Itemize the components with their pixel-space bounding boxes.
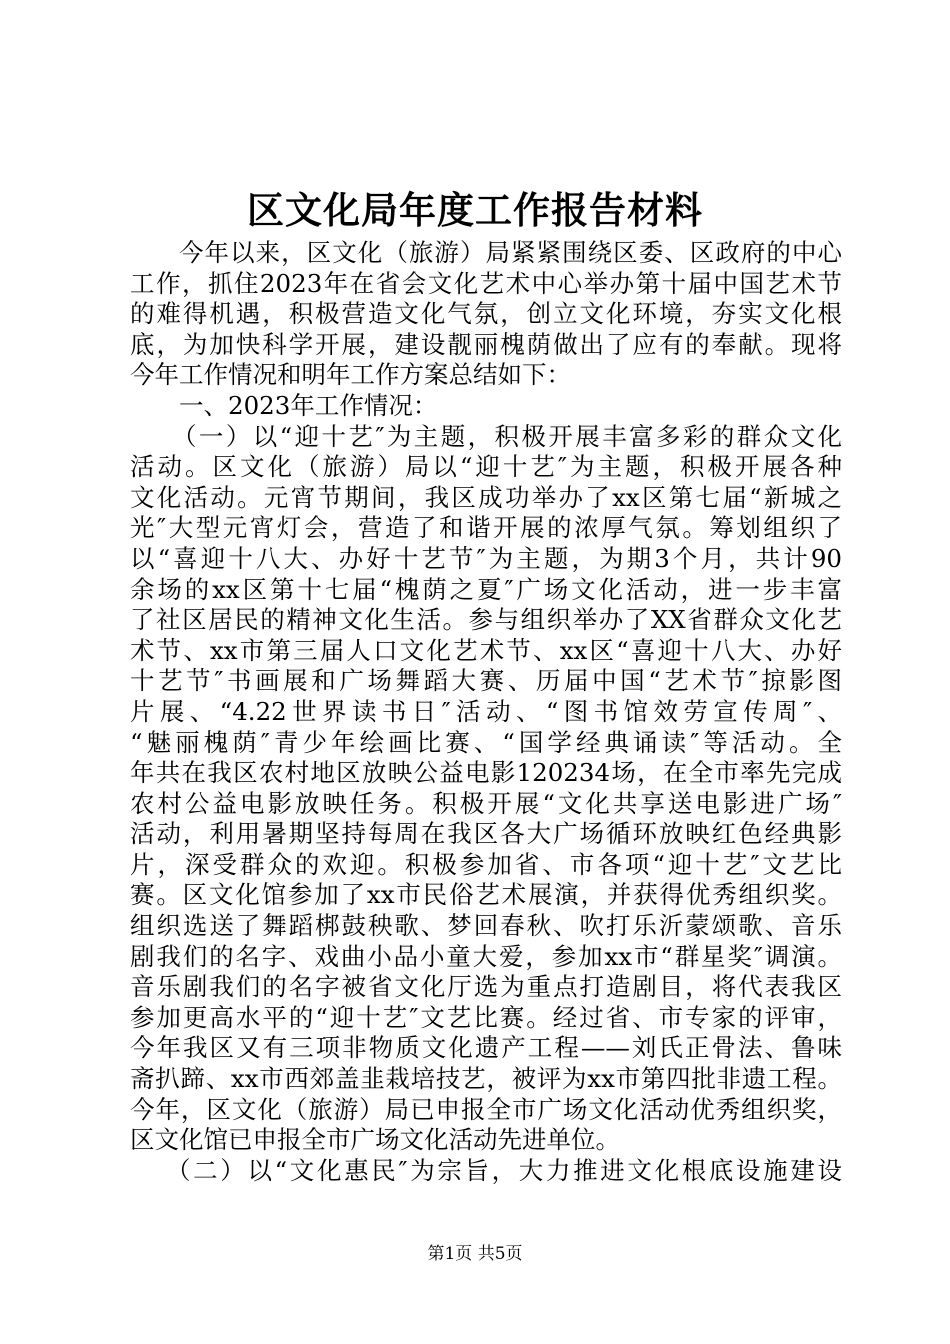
body-line: 参加更高水平的“迎十艺″文艺比赛。经过省、市专家的评审，: [130, 1002, 842, 1032]
body-line: 赛。区文化馆参加了xx市民俗艺术展演，并获得优秀组织奖。: [130, 880, 842, 910]
body-line: 音乐剧我们的名字被省文化厅选为重点打造剧目，将代表我区: [130, 972, 842, 1002]
body-line: 今年工作情况和明年工作方案总结如下：: [130, 360, 571, 390]
body-line: 片展、“4.22世界读书日″活动、“图书馆效劳宣传周″、: [130, 696, 842, 726]
body-line: 的难得机遇，积极营造文化气氛，创立文化环境，夯实文化根: [130, 299, 842, 329]
body-line: 年共在我区农村地区放映公益电影120234场，在全市率先完成: [130, 758, 842, 788]
subsection-heading: （一）以“迎十艺″为主题，积极开展丰富多彩的群众文化: [172, 421, 842, 451]
body-line: 今年以来，区文化（旅游）局紧紧围绕区委、区政府的中心: [179, 238, 842, 267]
body-line: 余场的xx区第十七届“槐荫之夏″广场文化活动，进一步丰富: [130, 574, 842, 604]
body-line: “魅丽槐荫″青少年绘画比赛、“国学经典诵读″等活动。全: [130, 727, 842, 757]
page-footer: 第1页 共5页: [427, 1244, 523, 1264]
section-heading: 一、2023年工作情况：: [179, 390, 438, 420]
document-title: 区文化局年度工作报告材料: [247, 188, 703, 232]
body-line: 了社区居民的精神文化生活。参与组织举办了XX省群众文化艺: [130, 605, 842, 635]
document-body: [130, 238, 842, 1186]
body-line: 片，深受群众的欢迎。积极参加省、市各项“迎十艺″文艺比: [130, 849, 842, 879]
body-line: 光″大型元宵灯会，营造了和谐开展的浓厚气氛。筹划组织了: [130, 513, 842, 543]
body-line: 十艺节″书画展和广场舞蹈大赛、历届中国“艺术节″掠影图: [130, 666, 842, 696]
body-line: 以“喜迎十八大、办好十艺节″为主题，为期3个月，共计90: [130, 543, 842, 573]
body-line: 底，为加快科学开展，建设靓丽槐荫做出了应有的奉献。现将: [130, 329, 842, 359]
body-line: 农村公益电影放映任务。积极开展“文化共享送电影进广场″: [130, 788, 842, 818]
body-line: 剧我们的名字、戏曲小品小童大爱，参加xx市“群星奖″调演。: [130, 941, 842, 971]
body-line: 术节、xx市第三届人口文化艺术节、xx区“喜迎十八大、办好: [130, 635, 842, 665]
body-line: 区文化馆已申报全市广场文化活动先进单位。: [130, 1125, 620, 1155]
body-line: 斋扒蹄、xx市西郊盖韭栽培技艺，被评为xx市第四批非遗工程。: [130, 1064, 842, 1094]
body-line: 今年，区文化（旅游）局已申报全市广场文化活动优秀组织奖，: [130, 1094, 842, 1124]
body-line: 工作，抓住2023年在省会文化艺术中心举办第十届中国艺术节: [130, 268, 842, 298]
body-line: 文化活动。元宵节期间，我区成功举办了xx区第七届“新城之: [130, 482, 842, 512]
body-line: 活动。区文化（旅游）局以“迎十艺″为主题，积极开展各种: [130, 452, 842, 482]
body-line: 今年我区又有三项非物质文化遗产工程——刘氏正骨法、鲁味: [130, 1033, 842, 1063]
subsection-heading: （二）以“文化惠民″为宗旨，大力推进文化根底设施建设: [166, 1155, 842, 1185]
body-line: 组织选送了舞蹈梆鼓秧歌、梦回春秋、吹打乐沂蒙颂歌、音乐: [130, 911, 842, 941]
body-line: 活动，利用暑期坚持每周在我区各大广场循环放映红色经典影: [130, 819, 842, 849]
